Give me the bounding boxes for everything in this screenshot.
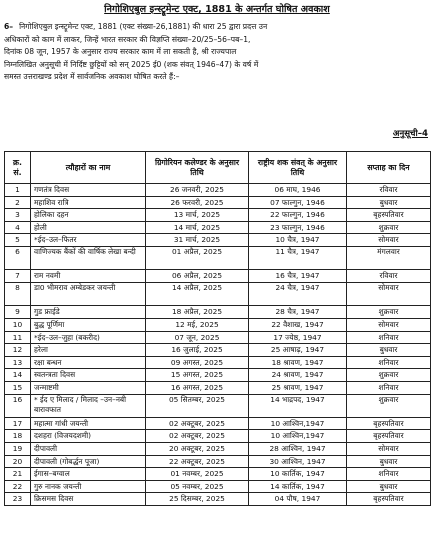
shaka-date-cell: 17 ज्येष्ठ, 1947 (249, 331, 347, 344)
table-row (5, 196, 431, 209)
weekday-cell: बृहस्पतिवार (347, 417, 431, 430)
table-row (5, 356, 431, 369)
paragraph-line-3: दिनांक 08 जून, 1957 के अनुसार राज्य सरकार काम में ला सकती है, श्री राज्यपाल (4, 47, 237, 57)
table-row (5, 318, 431, 331)
gregorian-date-cell: 12 मई, 2025 (146, 318, 249, 331)
festival-cell: बुद्ध पूर्णिमा (31, 318, 146, 331)
serial-cell: 16 (5, 394, 31, 417)
gregorian-date-cell: 07 जून, 2025 (146, 331, 249, 344)
festival-cell: * ईद ए मिलाद / मिलाद –उन–नबी बारावफात (31, 394, 146, 417)
table-row (5, 493, 431, 506)
table-row (5, 282, 431, 305)
serial-cell: 23 (5, 493, 31, 506)
weekday-cell: बुधवार (347, 196, 431, 209)
festival-cell: होली (31, 221, 146, 234)
gregorian-date-cell: 22 अक्टूबर, 2025 (146, 455, 249, 468)
shaka-date-cell: 30 आश्विन, 1947 (249, 455, 347, 468)
gregorian-date-cell: 09 अगस्त, 2025 (146, 356, 249, 369)
weekday-cell: रविवार (347, 270, 431, 283)
weekday-cell: सोमवार (347, 443, 431, 456)
festival-cell: हरेला (31, 344, 146, 357)
serial-cell: 3 (5, 209, 31, 222)
shaka-date-cell: 04 पौष, 1947 (249, 493, 347, 506)
header-weekday: सप्ताह का दिन (347, 152, 431, 184)
weekday-cell: बुधवार (347, 455, 431, 468)
weekday-cell: बुधवार (347, 344, 431, 357)
paragraph-line-4: निम्नलिखित अनुसूची में निर्दिष्ट छुट्टियों को सन् 2025 ई0 (शक संवत् 1946–47) के वर्ष में (4, 59, 259, 69)
gregorian-date-cell: 25 दिसम्बर, 2025 (146, 493, 249, 506)
paragraph-line-1: 6– निगोशिएबुल इन्स्ट्रूमेन्ट एक्ट, 1881 (एक्ट संख्या-26,1881) की धारा 25 द्वारा प्रदत्त उन (4, 22, 268, 31)
schedule-label: अनुसूची–4 (392, 129, 428, 139)
table-row (5, 430, 431, 443)
weekday-cell: शनिवार (347, 331, 431, 344)
gregorian-date-cell: 16 जुलाई, 2025 (146, 344, 249, 357)
table-row (5, 221, 431, 234)
weekday-cell: बृहस्पतिवार (347, 493, 431, 506)
weekday-cell: बृहस्पतिवार (347, 209, 431, 222)
festival-cell: राम नवमी (31, 270, 146, 283)
shaka-date-cell: 14 कार्तिक, 1947 (249, 480, 347, 493)
shaka-date-cell: 10 चैत्र, 1947 (249, 234, 347, 247)
weekday-cell: बृहस्पतिवार (347, 430, 431, 443)
shaka-date-cell: 28 आश्विन, 1947 (249, 443, 347, 456)
gregorian-date-cell: 01 अप्रैल, 2025 (146, 246, 249, 269)
festival-cell: क्रिसमस दिवस (31, 493, 146, 506)
shaka-date-cell: 14 भाद्रपद, 1947 (249, 394, 347, 417)
table-header-row (5, 152, 431, 184)
notification-paragraph (4, 21, 428, 84)
festival-cell: वाणिज्यक बैंकों की वार्षिक लेखा बन्दी (31, 246, 146, 269)
serial-cell: 5 (5, 234, 31, 247)
serial-cell: 18 (5, 430, 31, 443)
shaka-date-cell: 24 चैत्र, 1947 (249, 282, 347, 305)
serial-cell: 6 (5, 246, 31, 269)
festival-cell: महाशिव रात्रि (31, 196, 146, 209)
gregorian-date-cell: 02 अक्टूबर, 2025 (146, 417, 249, 430)
gregorian-date-cell: 06 अप्रैल, 2025 (146, 270, 249, 283)
table-row (5, 381, 431, 394)
festival-cell: गुड फ्राईडे (31, 306, 146, 319)
gregorian-date-cell: 05 सितम्बर, 2025 (146, 394, 249, 417)
gregorian-date-cell: 14 मार्च, 2025 (146, 221, 249, 234)
festival-cell: दशहरा (विजयदशमी) (31, 430, 146, 443)
header-festival: त्यौहारों का नाम (31, 152, 146, 184)
holiday-table (4, 151, 431, 506)
shaka-date-cell: 07 फाल्गुन, 1946 (249, 196, 347, 209)
holiday-table-body (5, 184, 431, 506)
festival-cell: होलिका दहन (31, 209, 146, 222)
table-row (5, 443, 431, 456)
serial-cell: 4 (5, 221, 31, 234)
gregorian-date-cell: 20 अक्टूबर, 2025 (146, 443, 249, 456)
table-row (5, 270, 431, 283)
weekday-cell: शनिवार (347, 468, 431, 481)
table-row (5, 344, 431, 357)
serial-cell: 13 (5, 356, 31, 369)
document-title: निगोशिएबुल इन्स्ट्रूमेन्ट एक्ट, 1881 के अन्तर्गत घोषित अवकाश (104, 4, 330, 15)
shaka-date-cell: 16 चैत्र, 1947 (249, 270, 347, 283)
festival-cell: स्वतन्त्रता दिवस (31, 369, 146, 382)
serial-cell: 19 (5, 443, 31, 456)
gregorian-date-cell: 02 अक्टूबर, 2025 (146, 430, 249, 443)
table-row (5, 480, 431, 493)
festival-cell: दीपावली (गोबर्द्धन पूजा) (31, 455, 146, 468)
table-row (5, 246, 431, 269)
gregorian-date-cell: 31 मार्च, 2025 (146, 234, 249, 247)
festival-cell: रक्षा बन्धन (31, 356, 146, 369)
paragraph-line-5: समस्त उत्तराखण्ड प्रदेश में सार्वजनिक अवकाश घोषित करते हैं:– (4, 72, 180, 82)
table-row (5, 455, 431, 468)
table-row (5, 468, 431, 481)
shaka-date-cell: 23 फाल्गुन, 1946 (249, 221, 347, 234)
gregorian-date-cell: 15 अगस्त, 2025 (146, 369, 249, 382)
festival-cell: *ईद–उल–जुहा (बकरीद) (31, 331, 146, 344)
festival-cell: गुरु नानक जयन्ती (31, 480, 146, 493)
serial-cell: 12 (5, 344, 31, 357)
weekday-cell: शुक्रवार (347, 369, 431, 382)
gregorian-date-cell: 14 अप्रैल, 2025 (146, 282, 249, 305)
serial-cell: 9 (5, 306, 31, 319)
shaka-date-cell: 11 चैत्र, 1947 (249, 246, 347, 269)
shaka-date-cell: 25 आषाढ़, 1947 (249, 344, 347, 357)
table-row (5, 394, 431, 417)
gregorian-date-cell: 26 फरवरी, 2025 (146, 196, 249, 209)
shaka-date-cell: 06 माघ, 1946 (249, 184, 347, 197)
serial-cell: 10 (5, 318, 31, 331)
weekday-cell: सोमवार (347, 282, 431, 305)
serial-cell: 21 (5, 468, 31, 481)
table-row (5, 209, 431, 222)
festival-cell: दीपावली (31, 443, 146, 456)
gregorian-date-cell: 05 नवम्बर, 2025 (146, 480, 249, 493)
gregorian-date-cell: 18 अप्रैल, 2025 (146, 306, 249, 319)
serial-cell: 20 (5, 455, 31, 468)
serial-cell: 7 (5, 270, 31, 283)
weekday-cell: सोमवार (347, 234, 431, 247)
shaka-date-cell: 25 श्रावण, 1947 (249, 381, 347, 394)
weekday-cell: रविवार (347, 184, 431, 197)
festival-cell: डा0 भीमराव अम्बेडकर जयन्ती (31, 282, 146, 305)
festival-cell: *ईद–उल–फितर (31, 234, 146, 247)
serial-cell: 1 (5, 184, 31, 197)
shaka-date-cell: 24 श्रावण, 1947 (249, 369, 347, 382)
weekday-cell: शुक्रवार (347, 306, 431, 319)
header-gregorian-date: ग्रिगोरियन कलेण्डर के अनुसार तिथि (146, 152, 249, 184)
weekday-cell: बुधवार (347, 480, 431, 493)
shaka-date-cell: 10 कार्तिक, 1947 (249, 468, 347, 481)
shaka-date-cell: 22 वैशाख, 1947 (249, 318, 347, 331)
shaka-date-cell: 10 आश्विन,1947 (249, 417, 347, 430)
table-row (5, 184, 431, 197)
gregorian-date-cell: 01 नवम्बर, 2025 (146, 468, 249, 481)
weekday-cell: सोमवार (347, 318, 431, 331)
table-row (5, 331, 431, 344)
serial-cell: 17 (5, 417, 31, 430)
serial-cell: 11 (5, 331, 31, 344)
festival-cell: गणतंत्र दिवस (31, 184, 146, 197)
serial-cell: 15 (5, 381, 31, 394)
festival-cell: महात्मा गांधी जयन्ती (31, 417, 146, 430)
table-row (5, 369, 431, 382)
weekday-cell: शनिवार (347, 381, 431, 394)
paragraph-line-2: अधिकारों को काम में लाकर, जिन्हें भारत सरकार की विज्ञप्ति संख्या–20/25–56–पब–1, (4, 34, 251, 44)
shaka-date-cell: 10 आश्विन,1947 (249, 430, 347, 443)
weekday-cell: शनिवार (347, 356, 431, 369)
header-shaka-date: राष्ट्रीय शक संवत् के अनुसार तिथि (249, 152, 347, 184)
table-row (5, 306, 431, 319)
serial-cell: 22 (5, 480, 31, 493)
weekday-cell: शुक्रवार (347, 394, 431, 417)
festival-cell: जन्माष्टमी (31, 381, 146, 394)
paragraph-number: 6– (4, 22, 14, 31)
shaka-date-cell: 22 फाल्गुन, 1946 (249, 209, 347, 222)
table-row (5, 417, 431, 430)
weekday-cell: शुक्रवार (347, 221, 431, 234)
weekday-cell: मंगलवार (347, 246, 431, 269)
shaka-date-cell: 28 चैत्र, 1947 (249, 306, 347, 319)
shaka-date-cell: 18 श्रावण, 1947 (249, 356, 347, 369)
header-serial: क्र. सं. (5, 152, 31, 184)
gregorian-date-cell: 16 अगस्त, 2025 (146, 381, 249, 394)
gregorian-date-cell: 26 जनवरी, 2025 (146, 184, 249, 197)
serial-cell: 2 (5, 196, 31, 209)
table-row (5, 234, 431, 247)
gregorian-date-cell: 13 मार्च, 2025 (146, 209, 249, 222)
serial-cell: 14 (5, 369, 31, 382)
festival-cell: ईगास–बग्वाल (31, 468, 146, 481)
serial-cell: 8 (5, 282, 31, 305)
